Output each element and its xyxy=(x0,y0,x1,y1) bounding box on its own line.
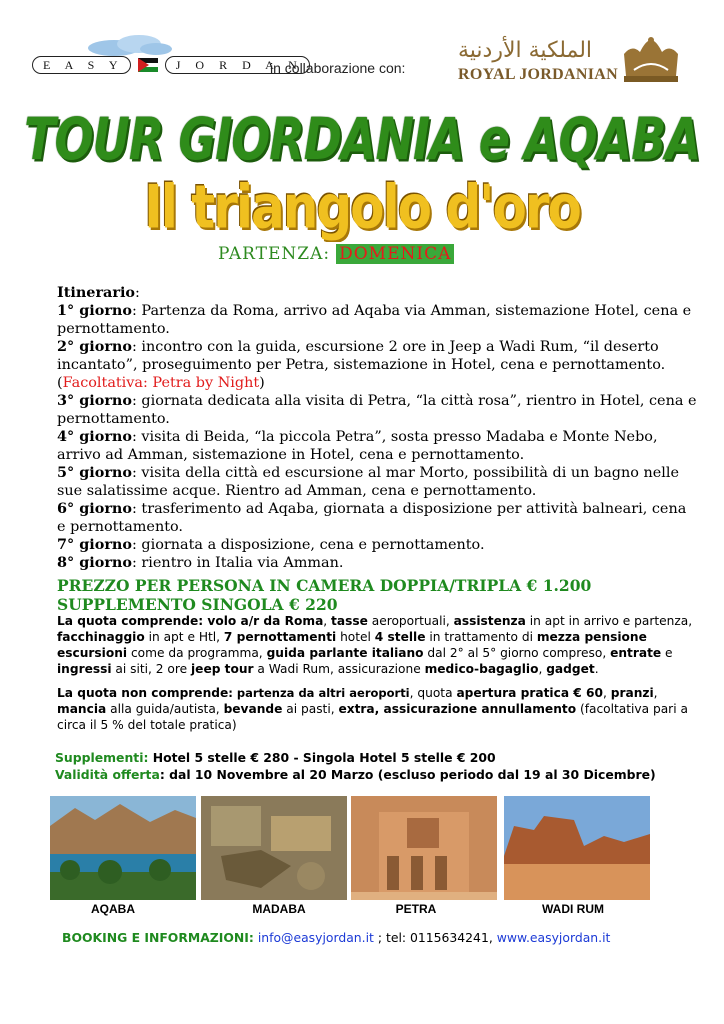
itinerary-day xyxy=(57,302,697,338)
not-included-text: , xyxy=(602,686,611,700)
not-included-item: extra, assicurazione annullamento xyxy=(338,702,577,716)
validity-line xyxy=(55,766,705,783)
photo-caption: WADI RUM xyxy=(542,902,604,916)
included-item: facchinaggio xyxy=(57,630,145,644)
included-item: tasse xyxy=(331,614,368,628)
price-double: PREZZO PER PERSONA IN CAMERA DOPPIA/TRIPLA € 1.200 xyxy=(57,576,592,595)
included-text: dal 2° al 5° giorno compreso, xyxy=(423,646,611,660)
included-text: , xyxy=(538,662,547,676)
day-label: 3° giorno xyxy=(57,392,132,409)
phone-text: ; tel: 0115634241, xyxy=(373,930,497,945)
departure-label: PARTENZA: xyxy=(218,244,331,264)
not-included-item: bevande xyxy=(223,702,283,716)
included-item: 7 pernottamenti xyxy=(223,630,337,644)
included-item: 4 stelle xyxy=(374,630,426,644)
day-label: 2° giorno xyxy=(57,338,132,355)
included-item: gadget xyxy=(546,662,595,676)
validity-text: : dal 10 Novembre al 20 Marzo (escluso periodo dal 19 al 30 Dicembre) xyxy=(159,767,656,782)
price-block xyxy=(57,576,697,614)
day-text: : visita di Beida, “la piccola Petra”, sosta presso Madaba e Monte Nebo, arrivo ad Amman, sistemazione in Hotel, cena e pernottamento. xyxy=(57,429,658,463)
included-item: guida parlante italiano xyxy=(266,646,424,660)
not-included-text: , xyxy=(653,686,658,700)
included-item: jeep tour xyxy=(191,662,254,676)
itinerary-day xyxy=(57,428,697,464)
madaba-photo xyxy=(201,796,347,900)
page-subtitle: Il triangolo d'oro xyxy=(144,172,580,242)
not-included-item: mancia xyxy=(57,702,107,716)
included-text: in apt e Htl, xyxy=(144,630,224,644)
included-text: in apt in arrivo e partenza, xyxy=(525,614,693,628)
supplements-label: Supplementi: xyxy=(55,750,149,765)
validity-label: Validità offerta xyxy=(55,767,160,782)
jordan-flag-icon xyxy=(138,58,158,72)
day-text: : visita della città ed escursione al mar Morto, possibilità di un bagno nelle sue salatissime acque. Rientro ad Amman, cena e pernottamento. xyxy=(57,465,679,499)
day-text: : giornata dedicata alla visita di Petra, “la città rosa”, rientro in Hotel, cena e pernottamento. xyxy=(57,393,697,427)
day-text: : rientro in Italia via Amman. xyxy=(132,555,344,571)
booking-label: BOOKING E INFORMAZIONI: xyxy=(62,930,254,945)
day-label: 4° giorno xyxy=(57,428,132,445)
itinerary-day xyxy=(57,536,697,554)
included-text: aeroportuali, xyxy=(367,614,454,628)
day-label: 8° giorno xyxy=(57,554,132,571)
not-included-label: La quota non comprende xyxy=(57,686,229,700)
price-single-supplement: SUPPLEMENTO SINGOLA € 220 xyxy=(57,595,338,614)
supplements-line xyxy=(55,749,705,766)
easy-wordmark: E A S Y xyxy=(32,56,131,74)
supplements-text: Hotel 5 stelle € 280 - Singola Hotel 5 stelle € 200 xyxy=(148,750,496,765)
day-label: 7° giorno xyxy=(57,536,132,553)
included-text: , xyxy=(323,614,332,628)
itinerary: Itinerario: 1° giorno: Partenza da Roma, arrivo ad Aqaba via Amman, sistemazione Hotel, cena e pernottamento. 2° giorno: incontro con la guida, escursione 2 ore in Jeep a Wadi Rum, “il deserto incantato”, proseguimento per Petra, sistemazione in Hotel, cena e pernottamento. (Facoltativa: Petra by Night) 3° giorno: giornata dedicata alla visita di Petra, “la città rosa”, rientro in Hotel, cena e pernottamento. 4° giorno: visita di Beida, “la piccola Petra”, sosta presso Madaba e Monte Nebo, arrivo ad Amman, sistemazione in Hotel, cena e pernottamento. 5° giorno: visita della città ed escursione al mar Morto, possibilità di un bagno nelle sue salatissime acque. Rientro ad Amman, cena e pernottamento. 6° giorno: trasferimento ad Aqaba, giornata a disposizione per attività balneari, cena e pernottamento. 7° giorno: giornata a disposizione, cena e pernottamento. 8° giorno: rientro in Italia via Amman. xyxy=(57,284,697,571)
jordan-wordmark: J O R D A N xyxy=(165,56,310,74)
day-label: 6° giorno xyxy=(57,500,132,517)
not-included-item: apertura pratica € 60 xyxy=(456,686,603,700)
itinerary-heading: Itinerario xyxy=(57,284,136,301)
itinerary-day xyxy=(57,338,697,392)
photo-caption: AQABA xyxy=(91,902,135,916)
itinerary-day xyxy=(57,464,697,500)
photo-caption: PETRA xyxy=(395,902,437,916)
website-link[interactable]: www.easyjordan.it xyxy=(496,930,611,945)
included-item: entrate xyxy=(610,646,662,660)
not-included-text: alla guida/autista, xyxy=(106,702,224,716)
easy-jordan-logo xyxy=(32,54,310,74)
included-item: mezza pensione escursioni xyxy=(57,630,647,660)
included-item: medico-bagaglio xyxy=(424,662,539,676)
not-included-section xyxy=(57,685,697,733)
booking-info xyxy=(62,930,610,945)
day-text: ) xyxy=(259,375,265,391)
page-title: TOUR GIORDANIA e AQABA xyxy=(24,105,700,173)
not-included-text: (facoltativa pari a circa il 5 % del totale pratica) xyxy=(57,702,688,732)
not-included-text: , quota xyxy=(409,686,457,700)
crown-icon xyxy=(620,36,682,84)
collaboration-text: in collaborazione con: xyxy=(270,60,406,76)
day-text: : Partenza da Roma, arrivo ad Aqaba via Amman, sistemazione Hotel, cena e pernottamento. xyxy=(57,303,692,337)
included-section xyxy=(57,613,697,677)
day-text: : incontro con la guida, escursione 2 ore in Jeep a Wadi Rum, “il deserto incantato”, proseguimento per Petra, sistemazione in Hotel, cena e pernottamento. ( xyxy=(57,339,666,391)
petra-photo xyxy=(351,796,497,900)
included-text: in trattamento di xyxy=(425,630,537,644)
itinerary-day xyxy=(57,554,697,572)
included-item: : volo a/r da Roma xyxy=(198,614,324,628)
included-text: come da programma, xyxy=(127,646,267,660)
photo-caption: MADABA xyxy=(252,902,306,916)
included-text: a Wadi Rum, assicurazione xyxy=(253,662,425,676)
included-text: ai siti, 2 ore xyxy=(111,662,191,676)
day-label: 1° giorno xyxy=(57,302,132,319)
day-text: : giornata a disposizione, cena e pernottamento. xyxy=(132,537,485,553)
wadi-rum-photo xyxy=(504,796,650,900)
included-item: ingressi xyxy=(57,662,112,676)
royal-jordanian-name: ROYAL JORDANIAN xyxy=(458,66,618,83)
supplements-block xyxy=(55,749,705,783)
cloud-icon xyxy=(84,32,174,58)
not-included-item: : partenza da altri aeroporti xyxy=(228,686,410,700)
not-included-item: pranzi xyxy=(610,686,654,700)
included-item: assistenza xyxy=(453,614,526,628)
day-text: : trasferimento ad Aqaba, giornata a disposizione per attività balneari, cena e pernottamento. xyxy=(57,501,687,535)
itinerary-day xyxy=(57,500,697,536)
included-text: e xyxy=(661,646,673,660)
day-label: 5° giorno xyxy=(57,464,132,481)
not-included-text: ai pasti, xyxy=(282,702,339,716)
email-link[interactable]: info@easyjordan.it xyxy=(257,930,374,945)
itinerary-day xyxy=(57,392,697,428)
royal-jordanian-arabic: الملكية الأردنية xyxy=(458,38,593,63)
departure-line xyxy=(218,244,454,264)
departure-day: DOMENICA xyxy=(336,244,454,264)
aqaba-photo xyxy=(50,796,196,900)
optional-excursion: Facoltativa: Petra by Night xyxy=(62,375,260,391)
included-label: La quota comprende xyxy=(57,614,199,628)
included-text: . xyxy=(594,662,599,676)
included-text: hotel xyxy=(336,630,375,644)
